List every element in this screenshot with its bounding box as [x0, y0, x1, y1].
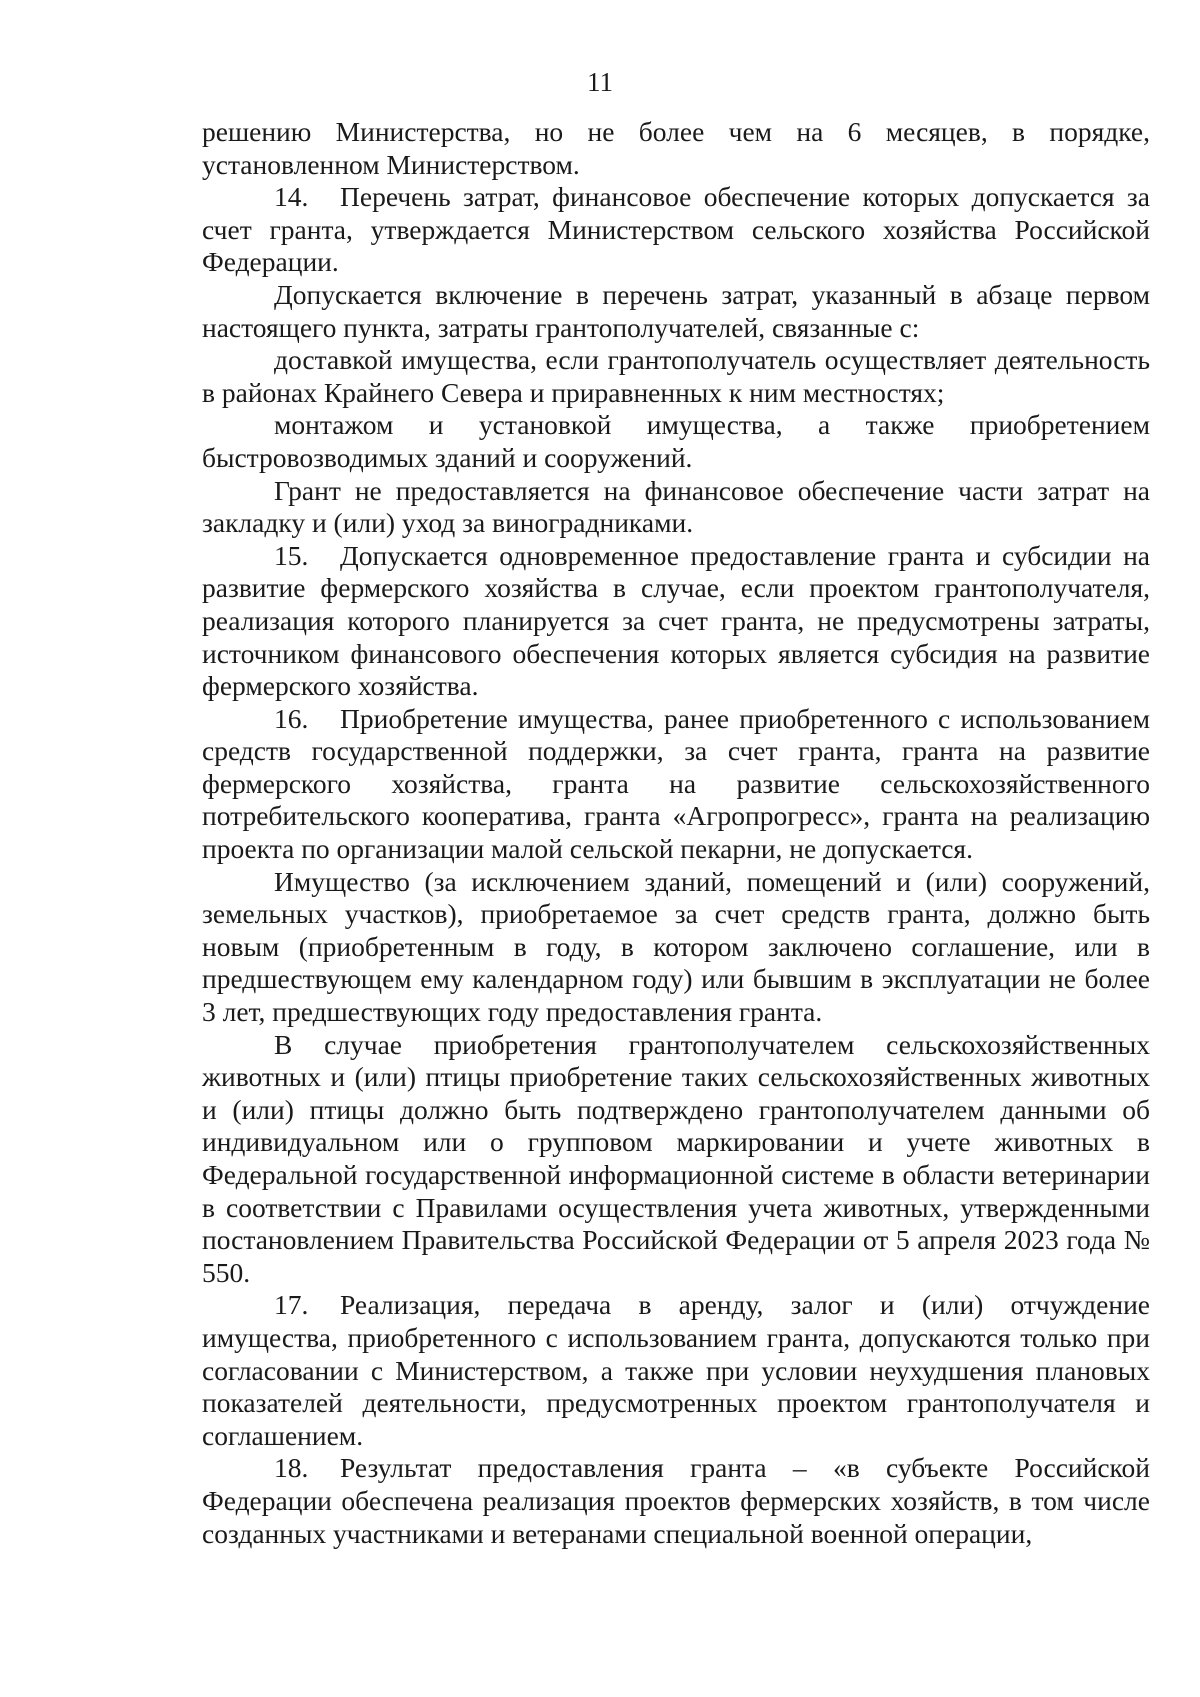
item-number: 17. — [274, 1289, 309, 1321]
paragraph-continuation — [202, 116, 1150, 181]
paragraph-text: Допускается включение в перечень затрат, указанный в абзаце первом настоящего пункта, затраты грантополучателей, связанные с: — [202, 278, 1150, 343]
paragraph-delivery — [202, 344, 1150, 409]
paragraph-item-18 — [202, 1452, 1150, 1550]
item-number: 15. — [274, 539, 309, 571]
item-number: 18. — [274, 1452, 309, 1484]
page-number: 11 — [587, 67, 613, 97]
paragraph-text: монтажом и установкой имущества, а также приобретением быстровозводимых зданий и сооружений. — [202, 409, 1150, 473]
paragraph-text: Перечень затрат, финансовое обеспечение которых допускается за счет гранта, утверждается Министерством сельского хозяйства Российской Федерации. — [202, 181, 1150, 278]
paragraph-item-16 — [202, 703, 1150, 866]
paragraph-text: Допускается одновременное предоставление гранта и субсидии на развитие фермерского хозяйства в случае, если проектом грантополучателя, реализация которого планируется за счет гранта, не предусмотрены затраты, источником финансового обеспечения которых является субсидия на развитие фермерского хозяйства. — [202, 539, 1150, 702]
paragraph-text: решению Министерства, но не более чем на 6 месяцев, в порядке, установленном Министерством. — [202, 116, 1150, 180]
paragraph-animals — [202, 1029, 1150, 1290]
paragraph-cost-inclusion — [202, 279, 1150, 344]
paragraph-text: Грант не предоставляется на финансовое обеспечение части затрат на закладку и (или) уход за виноградниками. — [202, 474, 1150, 539]
paragraph-text: Результат предоставления гранта – «в субъекте Российской Федерации обеспечена реализация проектов фермерских хозяйств, в том числе созданных участниками и ветеранами специальной военной операции, — [202, 1452, 1150, 1549]
paragraph-item-15 — [202, 540, 1150, 703]
paragraph-text: Реализация, передача в аренду, залог и (или) отчуждение имущества, приобретенного с использованием гранта, допускаются только при согласовании с Министерством, а также при условии неухудшения плановых показателей деятельности, предусмотренных проектом грантополучателя и соглашением. — [202, 1289, 1150, 1451]
paragraph-vineyards — [202, 475, 1150, 540]
paragraph-item-14 — [202, 181, 1150, 279]
paragraph-text: Имущество (за исключением зданий, помещений и (или) сооружений, земельных участков), приобретаемое за счет средств гранта, должно быть новым (приобретенным в году, в котором заключено соглашение, или в предшествующем ему календарном году) или бывшим в эксплуатации не более 3 лет, предшествующих году предоставления гранта. — [202, 865, 1150, 1028]
paragraph-installation — [202, 409, 1150, 474]
paragraph-text: доставкой имущества, если грантополучатель осуществляет деятельность в районах Крайнего Севера и приравненных к ним местностях; — [202, 344, 1150, 408]
item-number: 14. — [274, 181, 309, 213]
paragraph-text: Приобретение имущества, ранее приобретенного с использованием средств государственной поддержки, за счет гранта, гранта на развитие фермерского хозяйства, гранта на развитие сельскохозяйственного потребительского кооператива, гранта «Агропрогресс», гранта на реализацию проекта по организации малой сельской пекарни, не допускается. — [202, 702, 1150, 865]
paragraph-text: В случае приобретения грантополучателем сельскохозяйственных животных и (или) птицы приобретение таких сельскохозяйственных животных и (или) птицы должно быть подтверждено грантополучателем данными об индивидуальном или о групповом маркировании и учете животных в Федеральной государственной информационной системе в области ветеринарии в соответствии с Правилами осуществления учета животных, утвержденными постановлением Правительства Российской Федерации от 5 апреля 2023 года № 550. — [202, 1028, 1150, 1288]
item-number: 16. — [274, 702, 309, 734]
paragraph-property-new — [202, 866, 1150, 1029]
document-body — [202, 116, 1150, 1550]
paragraph-item-17 — [202, 1289, 1150, 1452]
